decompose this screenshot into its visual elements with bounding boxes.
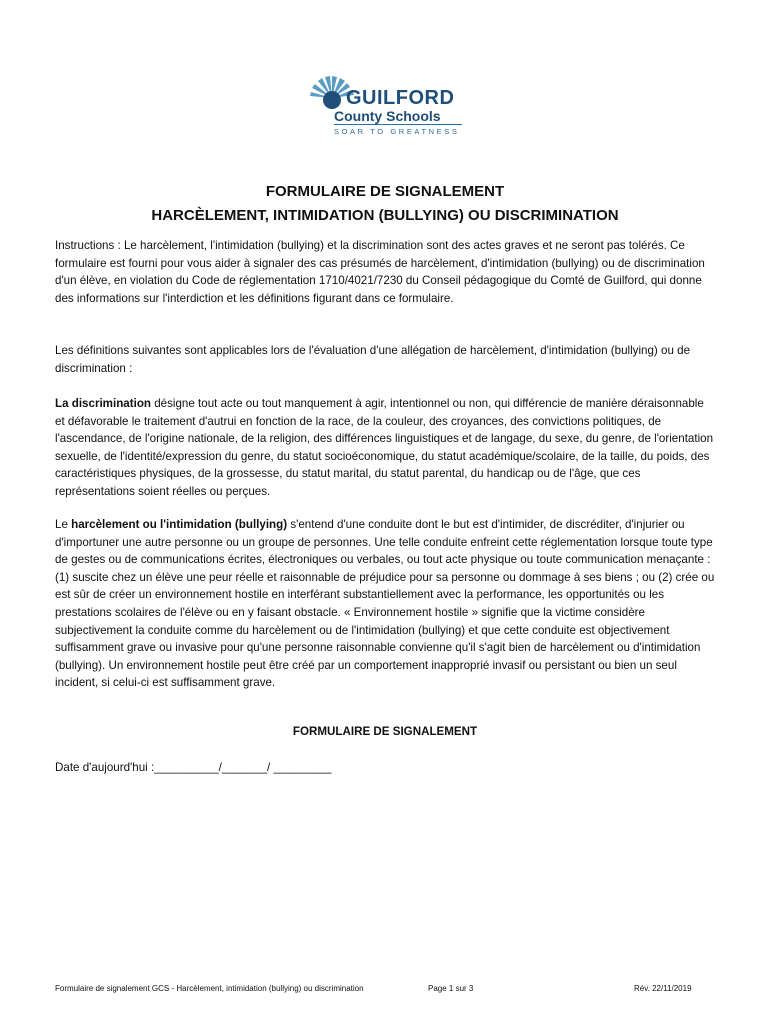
footer-revision: Rév. 22/11/2019 bbox=[634, 984, 692, 993]
discrimination-text: désigne tout acte ou tout manquement à agir, intentionnel ou non, qui différencie de manière déraisonnable et défavorable le traitement d'autrui en fonction de la race, de la couleur, des croyances, des convictions politiques, de l'ascendance, de l'origine nationale, de la religion, des différences linguistiques et de langage, du sexe, du genre, de l'orientation sexuelle, de l'identité/expression du genre, du statut socioéconomique, du statut académique/scolaire, de la taille, du poids, des caractéristiques physiques, de la grossesse, du statut marital, du statut parental, du handicap ou de l'âge, que ces représentations soient réelles ou perçues. bbox=[55, 397, 714, 498]
instructions-paragraph: Instructions : Le harcèlement, l'intimidation (bullying) et la discrimination sont des actes graves et ne seront pas tolérés. Ce formulaire est fourni pour vous aider à signaler des cas présumés de harcèlement, d'intimidation (bullying) ou de discrimination d'un élève, en violation du Code de réglementation 1710/4021/7230 du Conseil pédagogique du Comté de Guilford, qui donne des informations sur l'interdiction et les définitions figurant dans ce formulaire. bbox=[55, 239, 705, 305]
form-section-heading: FORMULAIRE DE SIGNALEMENT bbox=[292, 725, 478, 738]
harassment-prefix: Le bbox=[55, 518, 72, 531]
harassment-text: s'entend d'une conduite dont le but est d'intimider, de discréditer, d'injurier ou d'importuner une autre personne ou un groupe de personnes. Une telle conduite enfreint cette réglementation lorsque toute type de gestes ou de communications écrites, électroniques ou verbales, ou tout acte physique ou toute communication menaçante : (1) suscite chez un élève une peur réelle et raisonnable de préjudice pour sa personne ou dommage à ses biens ; ou (2) crée ou est sûr de créer un environnement hostile en interférant substantiellement avec la performance, les opportunités ou les prestations scolaires de l'élève ou en y faisant obstacle. « Environnement hostile » signifie que la victime considère subjectivement la conduite comme du harcèlement ou de l'intimidation (bullying) et que cette conduite est objectivement suffisamment grave ou invasive pour qu'une personne raisonnable convienne qu'il s'agit bien de harcèlement ou d'intimidation (bullying). Un environnement hostile peut être créé par un comportement inapproprié invasif ou persistant ou bien un seul incident, si celui-ci est suffisamment grave. bbox=[55, 518, 715, 690]
guilford-logo bbox=[308, 70, 468, 142]
logo-line-1: GUILFORD bbox=[346, 87, 455, 109]
discrimination-term: La discrimination bbox=[55, 397, 151, 410]
harassment-term: harcèlement ou l'intimidation (bullying) bbox=[71, 518, 288, 531]
logo-line-2: County Schools bbox=[334, 108, 441, 124]
discrimination-definition bbox=[55, 395, 715, 501]
document-subtitle: HARCÈLEMENT, INTIMIDATION (BULLYING) OU DISCRIMINATION bbox=[151, 207, 619, 224]
footer-page-number: Page 1 sur 3 bbox=[428, 984, 474, 993]
footer-form-name: Formulaire de signalement GCS - Harcèlement, intimidation (bullying) ou discrimination bbox=[55, 984, 364, 993]
definitions-intro: Les définitions suivantes sont applicables lors de l'évaluation d'une allégation de harcèlement, d'intimidation (bullying) ou de discrimination : bbox=[55, 344, 691, 375]
date-field[interactable]: Date d'aujourd'hui :__________/_______/ _________ bbox=[55, 761, 332, 774]
document-title: FORMULAIRE DE SIGNALEMENT bbox=[265, 183, 505, 200]
logo-divider bbox=[334, 124, 462, 125]
harassment-definition bbox=[55, 516, 715, 692]
logo-tagline: SOAR TO GREATNESS bbox=[334, 127, 460, 136]
